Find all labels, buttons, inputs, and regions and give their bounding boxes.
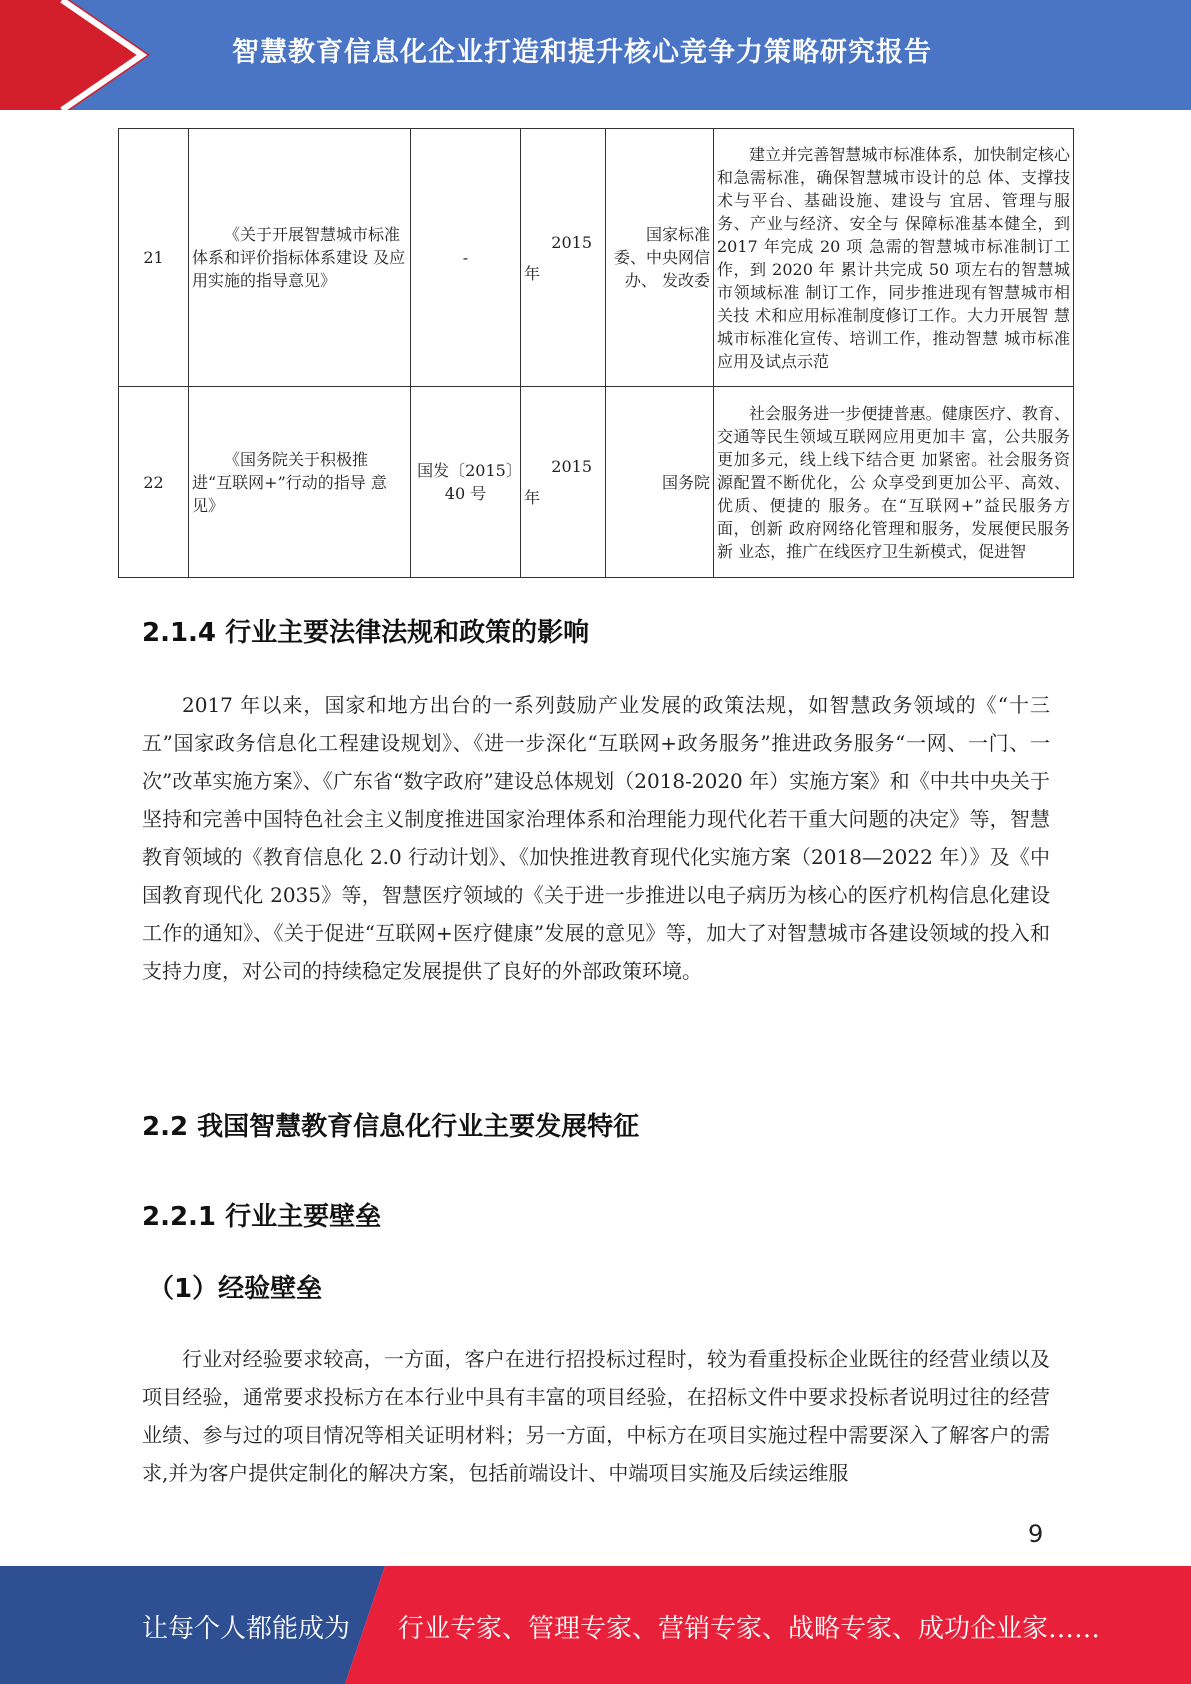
issue-year: 2015 年 — [521, 387, 606, 578]
subheading-experience-barrier: （1）经验壁垒 — [148, 1274, 323, 1304]
section-heading-2-2: 2.2 我国智慧教育信息化行业主要发展特征 — [142, 1112, 640, 1142]
policy-table — [118, 128, 1074, 578]
policy-content: 建立并完善智慧城市标准体系，加快制定核心和急需标准，确保智慧城市设计的总 体、支撑技术与平台、基础设施、建设与 宜居、管理与服务、产业与经济、安全与 保障标准基本健全，到 2017 年完成 20 项 急需的智慧城市标准制订工作，到 2020 年 累计共完成 50 项左右的智慧城市领域标准 制订工作，同步推进现有智慧城市相关技 术和应用标准制度修订工作。大力开展智 慧城市标准化宣传、培训工作，推动智慧 城市标准应用及试点示范 — [714, 129, 1074, 387]
policy-name: 《关于开展智慧城市标准 体系和评价指标体系建设 及应用实施的指导意见》 — [189, 129, 411, 387]
page-number: 9 — [1028, 1520, 1044, 1548]
section-heading-2-2-1: 2.2.1 行业主要壁垒 — [142, 1202, 382, 1232]
page-footer — [0, 1566, 1191, 1684]
header-arrow-graphic — [0, 0, 150, 110]
issuing-authority: 国务院 — [606, 387, 714, 578]
footer-slogan-right: 行业专家、管理专家、营销专家、战略专家、成功企业家…… — [398, 1614, 1101, 1644]
row-number: 21 — [119, 129, 189, 387]
row-number: 22 — [119, 387, 189, 578]
experience-barrier-paragraph: 行业对经验要求较高，一方面，客户在进行招投标过程时，较为看重投标企业既往的经营业绩以及项目经验，通常要求投标方在本行业中具有丰富的项目经验，在招标文件中要求投标者说明过往的经营业绩、参与过的项目情况等相关证明材料；另一方面，中标方在项目实施过程中需要深入了解客户的需求,并为客户提供定制化的解决方案，包括前端设计、中端项目实施及后续运维服 — [142, 1347, 1050, 1485]
issue-year: 2015 年 — [521, 129, 606, 387]
section-paragraph-2-1-4: 2017 年以来，国家和地方出台的一系列鼓励产业发展的政策法规，如智慧政务领域的《“十三五”国家政务信息化工程建设规划》、《进一步深化“互联网+政务服务”推进政务服务“一网、一门、一次”改革实施方案》、《广东省“数字政府”建设总体规划（2018-2020 年）实施方案》和《中共中央关于坚持和完善中国特色社会主义制度推进国家治理体系和治理能力现代化若干重大问题的决定》等，智慧教育领域的《教育信息化 2.0 行动计划》、《加快推进教育现代化实施方案（2018—2022 年）》及《中国教育现代化 2035》等，智慧医疗领域的《关于进一步推进以电子病历为核心的医疗机构信息化建设工作的通知》、《关于促进“互联网+医疗健康”发展的意见》等，加大了对智慧城市各建设领域的投入和支持力度，对公司的持续稳定发展提供了良好的外部政策环境。 — [142, 693, 1050, 983]
report-title: 智慧教育信息化企业打造和提升核心竞争力策略研究报告 — [232, 37, 932, 68]
issuing-authority: 国家标准 委、中央网信办、 发改委 — [606, 129, 714, 387]
table-row — [119, 387, 1074, 578]
section-heading-2-1-4: 2.1.4 行业主要法律法规和政策的影响 — [142, 618, 590, 648]
document-number: - — [411, 129, 521, 387]
policy-content: 社会服务进一步便捷普惠。健康医疗、教育、交通等民生领域互联网应用更加丰 富，公共服务更加多元，线上线下结合更 加紧密。社会服务资源配置不断优化，公 众享受到更加公平、高效、优质、便捷的 服务。在“互联网+”益民服务方面，创新 政府网络化管理和服务，发展便民服务新 业态，推广在线医疗卫生新模式，促进智 — [714, 387, 1074, 578]
page-header — [0, 0, 1191, 110]
footer-slogan-left: 让每个人都能成为 — [142, 1614, 351, 1644]
table-row — [119, 129, 1074, 387]
document-number: 国发〔2015〕40 号 — [411, 387, 521, 578]
policy-name: 《国务院关于积极推进“互联网+”行动的指导 意见》 — [189, 387, 411, 578]
